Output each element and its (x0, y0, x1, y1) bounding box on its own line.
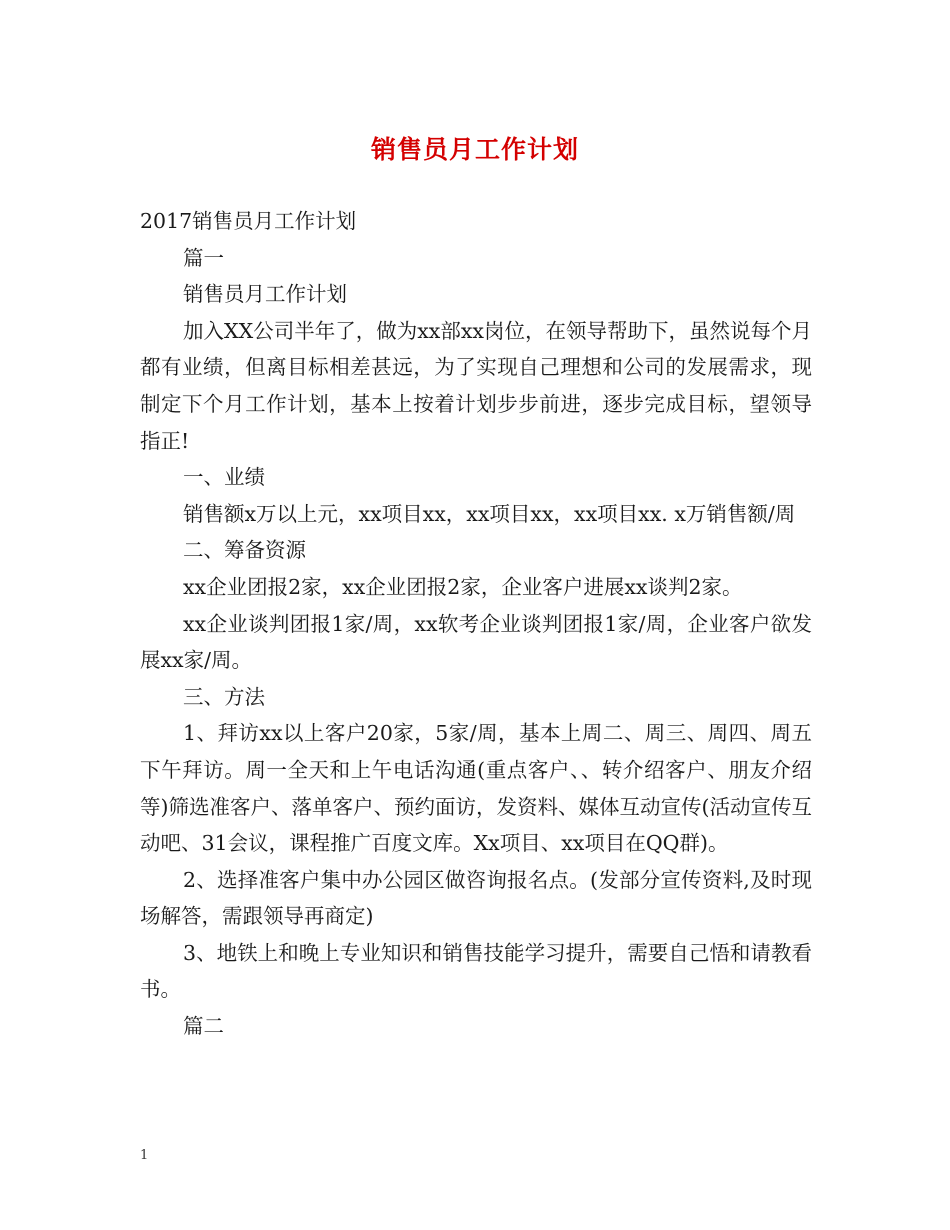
method-item-2: 2、选择准客户集中办公园区做咨询报名点。(发部分宣传资料,及时现场解答，需跟领导再商定) (140, 867, 812, 929)
section-methods-title: 三、方法 (183, 684, 265, 709)
section-resources-text-2: xx企业谈判团报1家/周，xx软考企业谈判团报1家/周，企业客户欲发展xx家/周。 (140, 611, 812, 673)
document-heading-line: 2017销售员月工作计划 (140, 209, 357, 233)
document-body (140, 203, 812, 1045)
method-item-3: 3、地铁上和晚上专业知识和销售技能学习提升，需要自己悟和请教看书。 (140, 940, 812, 1002)
part-one-label: 篇一 (183, 245, 224, 270)
section-performance-text: 销售额x万以上元，xx项目xx，xx项目xx，xx项目xx. x万销售额/周 (183, 501, 796, 526)
section-performance-title: 一、业绩 (183, 465, 265, 490)
part-two-label: 篇二 (183, 1014, 224, 1039)
page-number: 1 (140, 1148, 149, 1163)
document-subtitle: 销售员月工作计划 (183, 282, 347, 307)
section-resources-text-1: xx企业团报2家，xx企业团报2家，企业客户进展xx谈判2家。 (183, 574, 743, 599)
section-resources-title: 二、筹备资源 (183, 538, 306, 563)
method-item-1: 1、拜访xx以上客户20家，5家/周，基本上周二、周三、周四、周五下午拜访。周一全天和上午电话沟通(重点客户、、转介绍客户、朋友介绍等)筛选准客户、落单客户、预约面访，发资料、媒体互动宣传(活动宣传互动吧、31会议，课程推广百度文库。Xx项目、xx项目在QQ群)。 (140, 721, 812, 856)
intro-paragraph: 加入XX公司半年了，做为xx部xx岗位，在领导帮助下，虽然说每个月都有业绩，但离目标相差甚远，为了实现自己理想和公司的发展需求，现制定下个月工作计划，基本上按着计划步步前进，逐步完成目标，望领导指正! (140, 318, 812, 453)
page-title: 销售员月工作计划 (370, 135, 579, 164)
